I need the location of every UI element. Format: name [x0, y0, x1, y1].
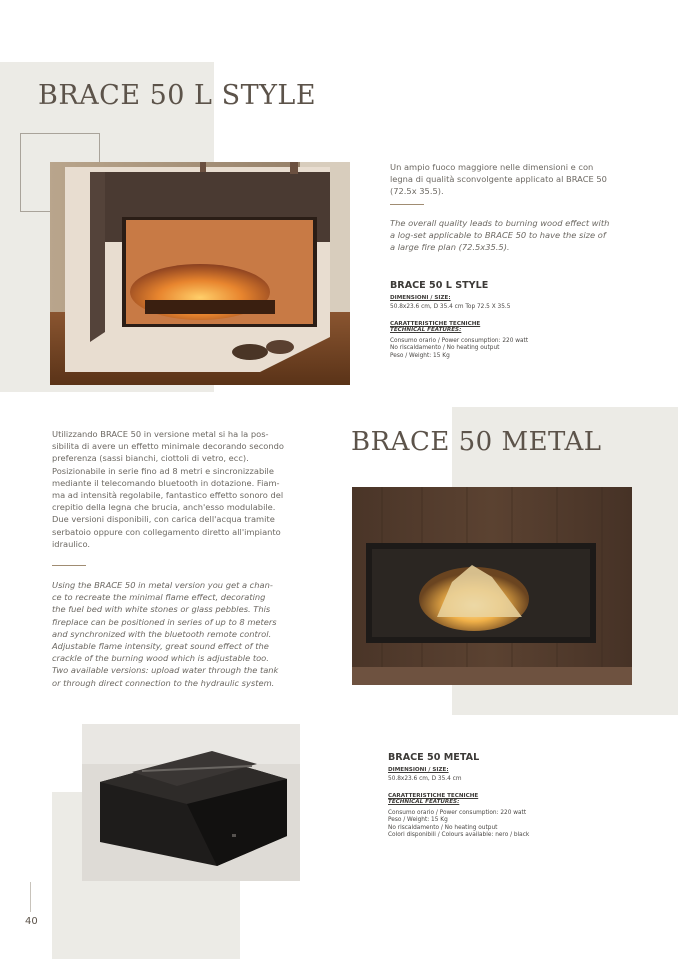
feature-line: Consumo orario / Power consumption: 220 watt	[388, 809, 527, 816]
dimensions-value: 50.8x23.6 cm, D 35.4 cm	[388, 776, 462, 782]
dimensions-label: DIMENSIONI / SIZE:	[390, 295, 451, 301]
features-label-en: TECHNICAL FEATURES:	[390, 326, 462, 333]
section2-text-english	[52, 579, 304, 689]
spec-title: BRACE 50 METAL	[388, 752, 480, 763]
text-line: Due versioni disponibili, con carica dell'acqua tramite	[52, 514, 275, 525]
feature-line: Peso / Weight: 15 Kg	[388, 817, 448, 824]
text-line: fireplace can be positioned in series of up to 8 meters	[52, 616, 277, 627]
text-line: ma ad intensità regolabile, fantastico effetto sonoro del	[52, 490, 284, 501]
text-line: preferenza (sassi bianchi, ciottoli di vetro, ecc).	[52, 453, 249, 464]
dimensions-label: DIMENSIONI / SIZE:	[388, 767, 449, 773]
text-line: and synchronized with the bluetooth remote control.	[52, 628, 272, 639]
features-label-it: CARATTERISTICHE TECNICHE	[390, 320, 481, 327]
features-label-en: TECHNICAL FEATURES:	[388, 798, 460, 805]
feature-line: No riscaldamento / No heating output	[388, 824, 498, 831]
dimensions-value: 50.8x23.6 cm, D 35.4 cm Top 72.5 X 35.5	[390, 304, 511, 310]
text-line: mediante il telecomando bluetooth in dotazione. Fiam-	[52, 477, 280, 488]
text-line: the fuel bed with white stones or glass pebbles. This	[52, 604, 271, 615]
section1-intro-english	[390, 217, 612, 254]
text-line: crackle of the burning wood which is adjustable too.	[52, 653, 269, 664]
features-label-it: CARATTERISTICHE TECNICHE	[388, 792, 479, 799]
text-line: Posizionabile in serie fino ad 8 metri e sincronizzabile	[52, 465, 274, 476]
text-line: crepitio della legna che brucia, anch'esso modulabile.	[52, 502, 276, 513]
text-line: Two available versions: upload water through the tank	[52, 665, 279, 676]
text-line: Adjustable flame intensity, great sound effect of the	[52, 641, 269, 652]
spec-block-metal	[388, 752, 628, 840]
spec-title: BRACE 50 L STYLE	[390, 280, 489, 291]
feature-line: Consumo orario / Power consumption: 220 watt	[390, 337, 529, 344]
text-line: ce to recreate the minimal flame effect, decorating	[52, 592, 266, 603]
feature-line: Peso / Weight: 15 Kg	[390, 352, 450, 359]
intro-it-text: Un ampio fuoco maggiore nelle dimensioni e con legna di qualità sconvolgente applicato al BRACE 50 (72.5x 35.5).	[390, 162, 607, 197]
divider-rule	[390, 204, 424, 205]
fireplace-metal-wall-photo	[352, 487, 632, 685]
page-edge-rule	[30, 882, 31, 912]
fireplace-metal-box-photo	[82, 724, 300, 881]
page-number: 40	[25, 916, 38, 927]
text-line: Utilizzando BRACE 50 in versione metal si ha la pos-	[52, 429, 269, 439]
text-line: serbatoio oppure con collegamento diretto all'impianto	[52, 526, 281, 537]
text-line: Using the BRACE 50 in metal version you get a chan-	[52, 580, 273, 590]
feature-line: No riscaldamento / No heating output	[390, 345, 500, 352]
feature-line: Colori disponibili / Colours available: nero / black	[388, 832, 530, 839]
section1-intro-italian	[390, 161, 612, 198]
text-line: or through direct connection to the hydraulic system.	[52, 677, 275, 688]
text-line: idraulico.	[52, 538, 91, 549]
divider-rule	[52, 565, 86, 566]
text-line: sibilita di avere un effetto minimale decorando secondo	[52, 441, 284, 452]
fireplace-l-style-photo	[50, 162, 350, 385]
section2-text-italian	[52, 428, 304, 550]
spec-block-l-style	[390, 280, 620, 360]
intro-en-text: The overall quality leads to burning wood effect with a log-set applicable to BRACE 50 to have the size of a large fire plan (72.5x35.5).	[390, 218, 610, 253]
section2-title: BRACE 50 METAL	[351, 427, 602, 457]
section1-title: BRACE 50 L STYLE	[38, 80, 317, 111]
